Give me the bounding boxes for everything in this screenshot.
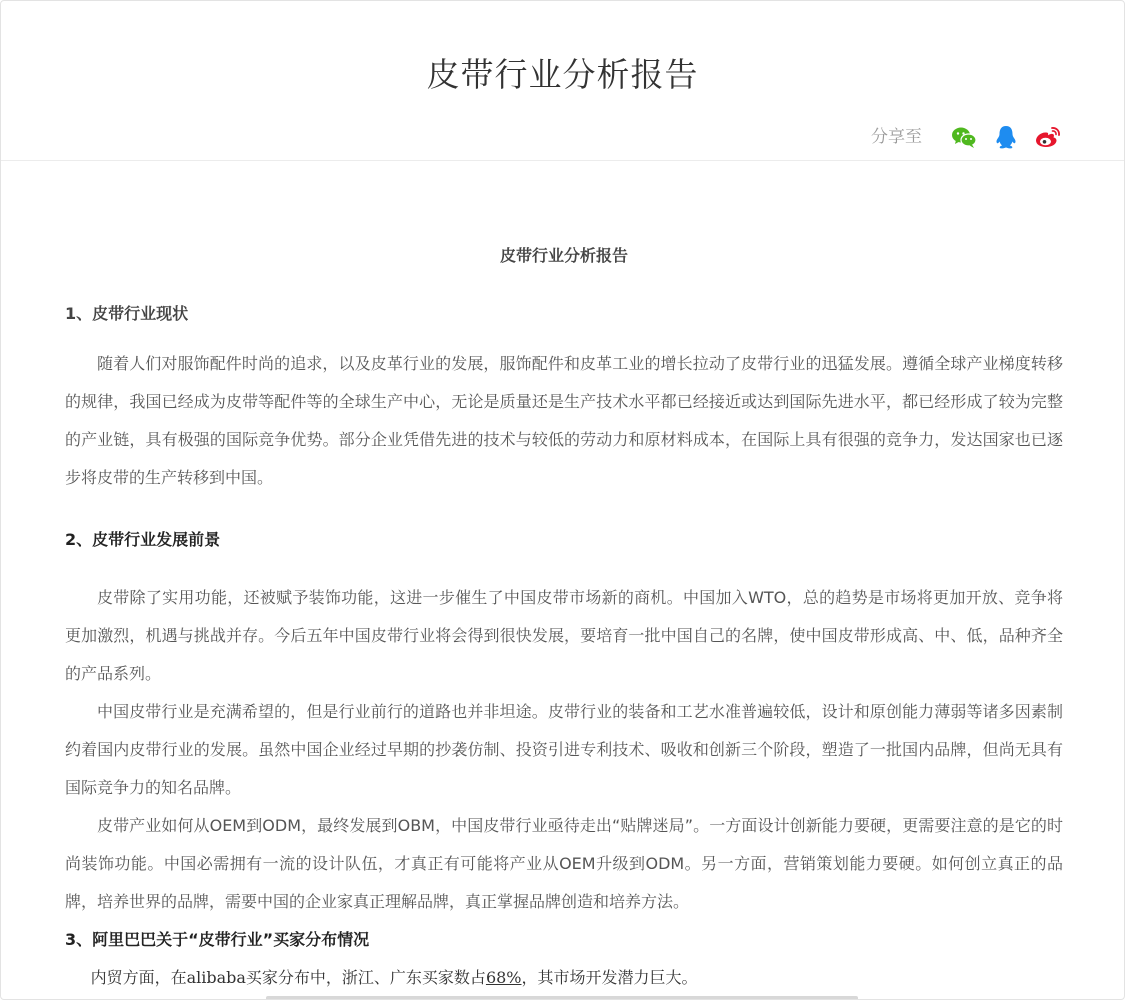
percent-value: 68% [485, 968, 522, 987]
weibo-icon[interactable] [1034, 123, 1062, 151]
article-title: 皮带行业分析报告 [499, 246, 628, 265]
section-3-text-a: 内贸方面，在alibaba买家分布中，浙江、广东买家数占 [90, 968, 486, 987]
section-heading-2: 2、皮带行业发展前景 [65, 530, 221, 549]
chart-image-top-edge [266, 996, 858, 1000]
section-heading-1: 1、皮带行业现状 [65, 304, 189, 323]
section-1-paragraph: 随着人们对服饰配件时尚的追求，以及皮革行业的发展，服饰配件和皮革工业的增长拉动了皮带行业的迅猛发展。遵循全球产业梯度转移的规律，我国已经成为皮带等配件等的全球生产中心，无论是质量还是生产技术水平都已经接近或达到国际先进水平，都已经形成了较为完整的产业链，具有极强的国际竞争优势。部分企业凭借先进的技术与较低的劳动力和原材料成本，在国际上具有很强的竞争力，发达国家也已逐步将皮带的生产转移到中国。 [65, 354, 1063, 487]
section-2-paragraph-3: 皮带产业如何从OEM到ODM，最终发展到OBM，中国皮带行业亟待走出“贴牌迷局”。一方面设计创新能力要硬，更需要注意的是它的时尚装饰功能。中国必需拥有一流的设计队伍，才真正有可能将产业从OEM升级到ODM。另一方面，营销策划能力要硬。如何创立真正的品牌，培养世界的品牌，需要中国的企业家真正理解品牌，真正掌握品牌创造和培养方法。 [65, 816, 1063, 911]
section-3-paragraph [65, 959, 1063, 997]
section-2-paragraph-1: 皮带除了实用功能，还被赋予装饰功能，这进一步催生了中国皮带市场新的商机。中国加入WTO，总的趋势是市场将更加开放、竞争将更加激烈，机遇与挑战并存。今后五年中国皮带行业将会得到很快发展，要培育一批中国自己的名牌，使中国皮带形成高、中、低，品种齐全的产品系列。 [65, 588, 1063, 683]
article-header [1, 1, 1124, 161]
share-label: 分享至 [871, 127, 922, 147]
qq-icon[interactable] [992, 123, 1020, 151]
wechat-icon[interactable] [950, 123, 978, 151]
section-3-text-b: ，其市场开发潜力巨大。 [521, 968, 698, 987]
article-content [65, 237, 1063, 997]
section-2-paragraph-2: 中国皮带行业是充满希望的，但是行业前行的道路也并非坦途。皮带行业的装备和工艺水准普遍较低，设计和原创能力薄弱等诸多因素制约着国内皮带行业的发展。虽然中国企业经过早期的抄袭仿制、投资引进专利技术、吸收和创新三个阶段，塑造了一批国内品牌，但尚无具有国际竞争力的知名品牌。 [65, 702, 1063, 797]
section-heading-3: 3、阿里巴巴关于“皮带行业”买家分布情况 [65, 930, 370, 949]
share-bar [871, 123, 1062, 151]
page-title: 皮带行业分析报告 [426, 55, 699, 94]
